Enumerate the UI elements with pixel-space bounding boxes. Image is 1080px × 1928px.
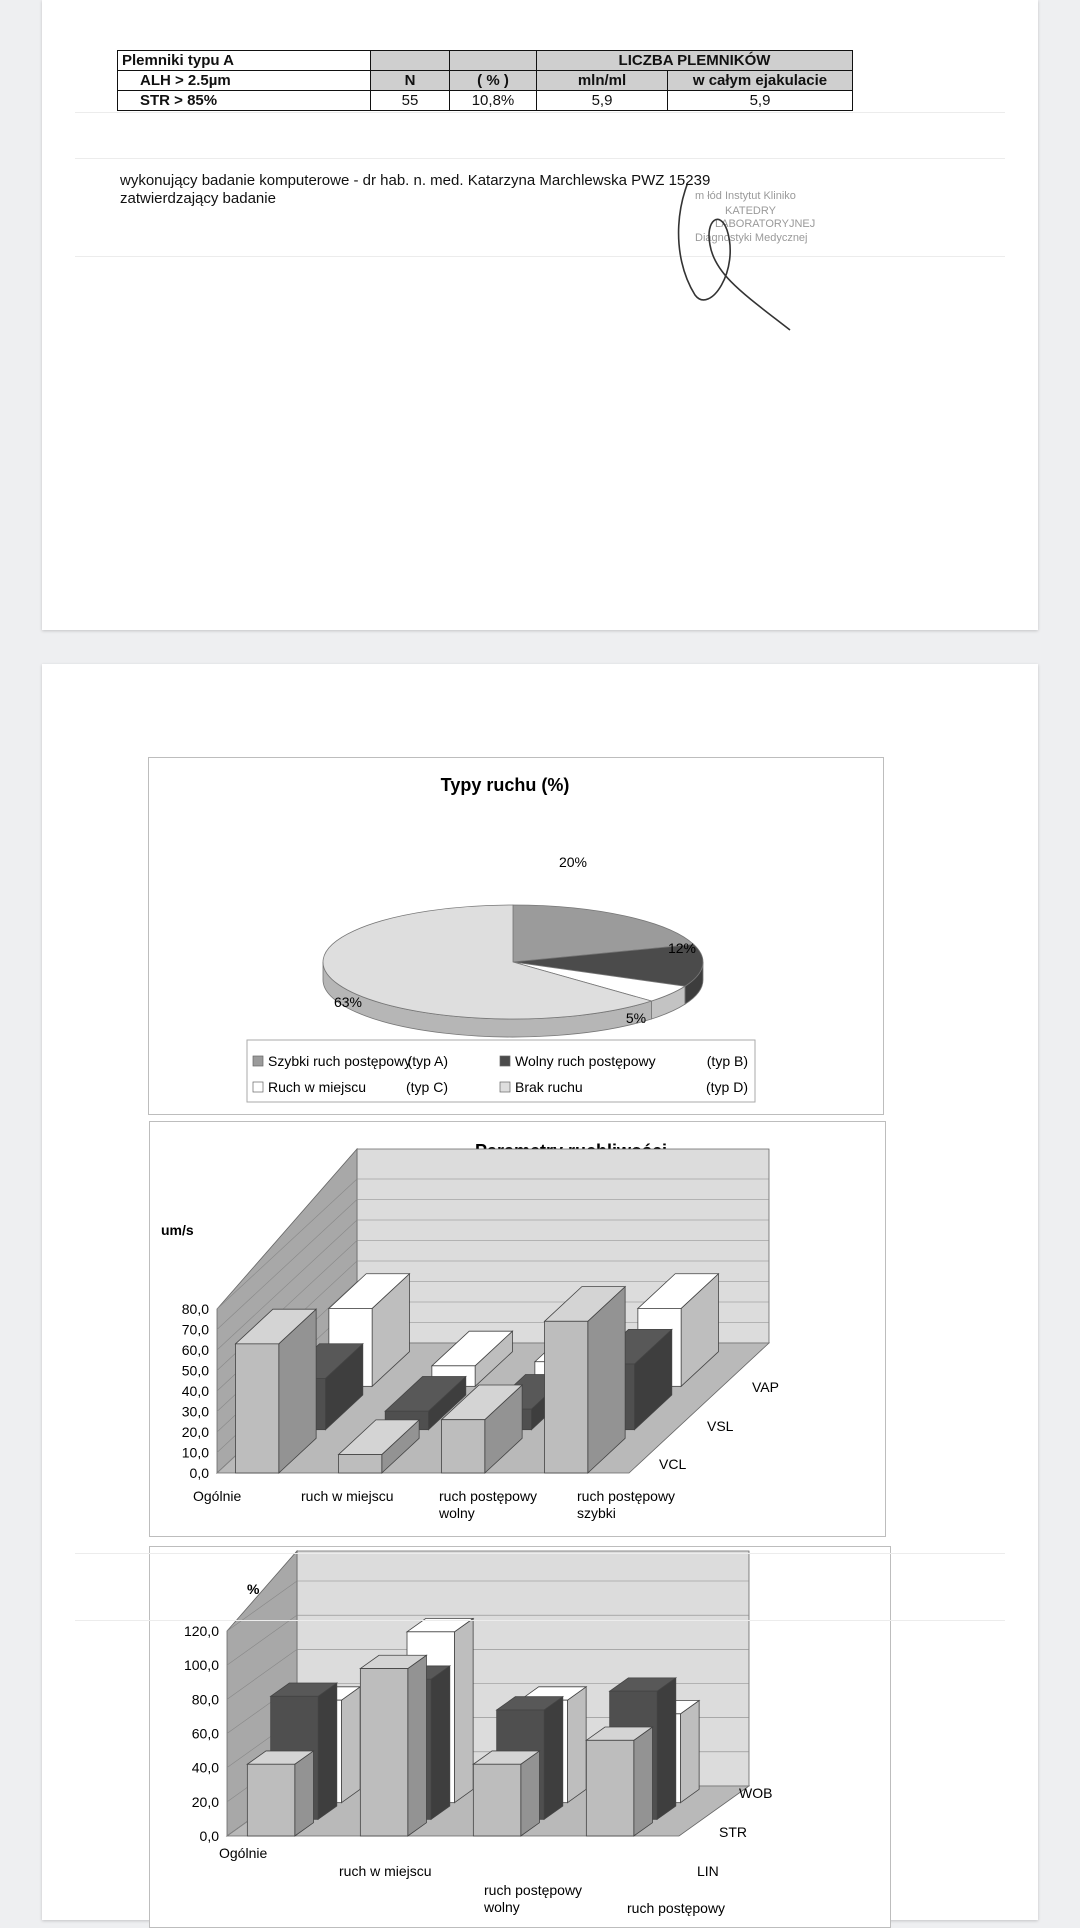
coeff-ylabel: % xyxy=(247,1581,260,1597)
legend-label: Wolny ruch postępowy xyxy=(515,1053,656,1069)
category-label: wolny xyxy=(484,1899,520,1915)
y-tick-label: 40,0 xyxy=(191,1759,219,1776)
y-tick-label: 20,0 xyxy=(191,1793,219,1810)
faint-rule xyxy=(75,112,1005,113)
pie-value-label: 63% xyxy=(333,994,363,1010)
table-col-n: N xyxy=(371,71,450,91)
table-row-label: Plemniki typu A xyxy=(118,51,371,71)
series-label: VSL xyxy=(707,1418,734,1434)
y-tick-label: 70,0 xyxy=(181,1321,209,1338)
y-tick-label: 10,0 xyxy=(181,1444,209,1461)
legend-swatch xyxy=(253,1082,263,1092)
motility-ylabel: um/s xyxy=(161,1222,194,1238)
y-tick-label: 60,0 xyxy=(191,1725,219,1742)
bar xyxy=(247,1764,294,1836)
bar-side xyxy=(634,1727,653,1836)
y-tick-label: 40,0 xyxy=(181,1383,209,1399)
bar xyxy=(586,1740,633,1836)
table-row-label: ALH > 2.5µm xyxy=(118,71,371,91)
y-tick-label: 0,0 xyxy=(189,1465,209,1481)
bar xyxy=(339,1455,382,1473)
y-tick-label: 80,0 xyxy=(191,1691,219,1708)
legend-type: (typ A) xyxy=(407,1053,448,1069)
y-tick-label: 50,0 xyxy=(181,1362,209,1379)
legend-swatch xyxy=(253,1056,263,1066)
bar xyxy=(360,1669,407,1836)
table-row-label: STR > 85% xyxy=(118,91,371,111)
pie-chart xyxy=(148,757,882,1113)
pie-value-label: 20% xyxy=(558,854,588,870)
stamp-and-signature xyxy=(665,185,845,345)
bar-side xyxy=(567,1687,586,1803)
bar-side xyxy=(431,1666,450,1819)
bar-side xyxy=(657,1678,676,1819)
legend-label: Ruch w miejscu xyxy=(268,1079,367,1095)
series-label: WOB xyxy=(739,1785,773,1801)
table-col-total: w całym ejakulacie xyxy=(668,71,853,91)
table-header-block: LICZBA PLEMNIKÓW xyxy=(537,51,853,71)
category-label: ruch postępowy xyxy=(577,1488,676,1504)
coeff-plot xyxy=(184,1551,773,1916)
table-cell-n: 55 xyxy=(371,91,450,111)
stamp-line: Diagnostyki Medycznej xyxy=(695,232,808,244)
series-label: LIN xyxy=(697,1863,719,1879)
y-tick-label: 60,0 xyxy=(181,1342,209,1358)
category-label: Ogólnie xyxy=(219,1845,268,1861)
stamp-line: m łód Instytut Kliniko xyxy=(695,190,796,202)
sperm-type-a-table xyxy=(117,50,853,111)
table-cell-mlnml: 5,9 xyxy=(537,91,668,111)
category-label: ruch postępowy xyxy=(439,1488,538,1504)
bar xyxy=(442,1420,485,1473)
table-cell-pct: 10,8% xyxy=(450,91,537,111)
bar-side xyxy=(680,1701,699,1803)
faint-rule xyxy=(75,1620,1005,1621)
bar xyxy=(473,1764,520,1836)
category-label: ruch w miejscu xyxy=(301,1488,394,1504)
faint-rule xyxy=(75,1553,1005,1554)
approver-line: zatwierdzający badanie xyxy=(120,190,276,207)
y-tick-label: 30,0 xyxy=(181,1403,209,1420)
performer-line: wykonujący badanie komputerowe - dr hab. n. med. Katarzyna Marchlewska PWZ 15239 xyxy=(120,172,711,189)
table-cell-total: 5,9 xyxy=(668,91,853,111)
faint-rule xyxy=(75,256,1005,257)
stamp-line: LABORATORYJNEJ xyxy=(715,218,816,230)
pie-value-label: 12% xyxy=(667,940,697,956)
bar-side xyxy=(408,1655,427,1836)
bar-side xyxy=(544,1697,563,1820)
y-tick-label: 20,0 xyxy=(181,1424,209,1440)
series-label: VAP xyxy=(752,1379,779,1395)
motility-chart xyxy=(149,1121,884,1535)
legend-label: Szybki ruch postępowy xyxy=(268,1053,412,1069)
legend-label: Brak ruchu xyxy=(515,1079,583,1095)
pie-value-label: 5% xyxy=(625,1010,647,1026)
pie-title: Typy ruchu (%) xyxy=(440,775,570,795)
table-col-pct: ( % ) xyxy=(450,71,537,91)
legend-type: (typ C) xyxy=(406,1079,448,1095)
bar-side xyxy=(318,1683,337,1819)
category-label: szybki xyxy=(577,1505,616,1521)
bar xyxy=(236,1344,279,1473)
bar xyxy=(545,1321,588,1473)
category-label: ruch postępowy xyxy=(627,1900,726,1916)
coeff-chart xyxy=(149,1546,889,1920)
signature-block xyxy=(120,172,710,208)
legend-swatch xyxy=(500,1082,510,1092)
series-label: VCL xyxy=(659,1456,687,1472)
y-tick-label: 0,0 xyxy=(199,1828,219,1844)
bar-side xyxy=(454,1619,473,1803)
stamp-line: KATEDRY xyxy=(725,205,776,217)
bar-side xyxy=(521,1751,540,1836)
legend-type: (typ B) xyxy=(706,1053,748,1069)
category-label: ruch postępowy xyxy=(484,1882,583,1898)
motility-plot xyxy=(182,1149,779,1521)
legend-swatch xyxy=(500,1056,510,1066)
series-label: STR xyxy=(719,1824,747,1840)
legend-type: (typ D) xyxy=(706,1079,748,1095)
category-label: ruch w miejscu xyxy=(339,1863,432,1879)
y-tick-label: 100,0 xyxy=(183,1657,219,1674)
table-col-mlnml: mln/ml xyxy=(537,71,668,91)
bar-side xyxy=(341,1687,360,1803)
faint-rule xyxy=(75,158,1005,159)
bar-side xyxy=(295,1751,314,1836)
category-label: Ogólnie xyxy=(193,1488,242,1504)
y-tick-label: 120,0 xyxy=(183,1623,219,1639)
category-label: wolny xyxy=(439,1505,475,1521)
y-tick-label: 80,0 xyxy=(181,1301,209,1317)
